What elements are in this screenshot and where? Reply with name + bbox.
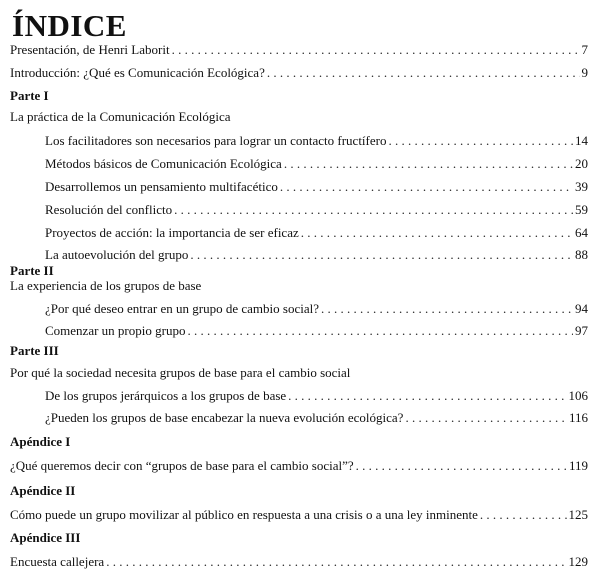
toc-entry-appendix-3[interactable] bbox=[10, 552, 588, 572]
toc-page-number: 116 bbox=[568, 410, 588, 425]
toc-entry[interactable] bbox=[45, 223, 588, 243]
toc-page-number: 129 bbox=[568, 554, 588, 569]
toc-entry-label: ¿Por qué deseo entrar en un grupo de cambio social? bbox=[45, 301, 319, 316]
toc-entry-label: La autoevolución del grupo bbox=[45, 247, 189, 262]
toc-page-number: 106 bbox=[568, 388, 588, 403]
toc-entry-label: ¿Pueden los grupos de base encabezar la nueva evolución ecológica? bbox=[45, 410, 404, 425]
toc-entry[interactable] bbox=[45, 177, 588, 197]
toc-entry[interactable] bbox=[45, 245, 588, 265]
toc-entry-introduccion[interactable] bbox=[10, 63, 588, 83]
part-heading-2: Parte II bbox=[10, 263, 54, 278]
toc-entry[interactable] bbox=[45, 200, 588, 220]
appendix-heading-1: Apéndice I bbox=[10, 434, 71, 449]
toc-entry-label: ¿Qué queremos decir con “grupos de base para el cambio social”? bbox=[10, 458, 354, 473]
toc-entry-label: Comenzar un propio grupo bbox=[45, 323, 186, 338]
toc-entry-label: Presentación, de Henri Laborit bbox=[10, 42, 170, 57]
dot-leader bbox=[187, 321, 573, 341]
toc-page-number: 119 bbox=[568, 458, 588, 473]
toc-entry[interactable] bbox=[45, 408, 588, 428]
dot-leader bbox=[405, 408, 567, 428]
toc-entry-appendix-2[interactable] bbox=[10, 505, 588, 525]
toc-page-number: 125 bbox=[568, 507, 588, 522]
dot-leader bbox=[288, 386, 566, 406]
dot-leader bbox=[172, 40, 580, 60]
toc-page-number: 88 bbox=[575, 247, 588, 262]
part-heading-1: Parte I bbox=[10, 88, 49, 103]
toc-entry-label: Resolución del conflicto bbox=[45, 202, 173, 217]
toc-entry-label: De los grupos jerárquicos a los grupos de base bbox=[45, 388, 287, 403]
dot-leader bbox=[301, 223, 573, 243]
toc-page-number: 94 bbox=[575, 301, 588, 316]
toc-entry-label: Cómo puede un grupo movilizar al público en respuesta a una crisis o a una ley inminente bbox=[10, 507, 478, 522]
toc-page-number: 14 bbox=[575, 133, 588, 148]
part-subtitle-3: Por qué la sociedad necesita grupos de base para el cambio social bbox=[10, 365, 351, 380]
dot-leader bbox=[321, 299, 573, 319]
part-subtitle-2: La experiencia de los grupos de base bbox=[10, 278, 202, 293]
toc-page-number: 9 bbox=[581, 65, 588, 80]
toc-entry-label: Introducción: ¿Qué es Comunicación Ecológica? bbox=[10, 65, 265, 80]
toc-entry-label: Encuesta callejera bbox=[10, 554, 105, 569]
dot-leader bbox=[106, 552, 566, 572]
appendix-heading-2: Apéndice II bbox=[10, 483, 76, 498]
toc-entry-appendix-1[interactable] bbox=[10, 456, 588, 476]
dot-leader bbox=[356, 456, 567, 476]
toc-entry-label: Desarrollemos un pensamiento multifacético bbox=[45, 179, 278, 194]
dot-leader bbox=[174, 200, 573, 220]
toc-entry[interactable] bbox=[45, 131, 588, 151]
appendix-heading-3: Apéndice III bbox=[10, 530, 81, 545]
part-heading-3: Parte III bbox=[10, 343, 59, 358]
toc-entry-label: Los facilitadores son necesarios para lograr un contacto fructífero bbox=[45, 133, 387, 148]
dot-leader bbox=[267, 63, 580, 83]
page-title: ÍNDICE bbox=[12, 8, 127, 43]
toc-page-number: 39 bbox=[575, 179, 588, 194]
toc-entry-presentacion[interactable] bbox=[10, 40, 588, 60]
dot-leader bbox=[284, 154, 573, 174]
toc-entry[interactable] bbox=[45, 154, 588, 174]
toc-page-number: 59 bbox=[575, 202, 588, 217]
toc-page-number: 20 bbox=[575, 156, 588, 171]
toc-entry-label: Proyectos de acción: la importancia de ser eficaz bbox=[45, 225, 299, 240]
dot-leader bbox=[280, 177, 573, 197]
dot-leader bbox=[388, 131, 573, 151]
toc-page-number: 64 bbox=[575, 225, 588, 240]
dot-leader bbox=[190, 245, 573, 265]
dot-leader bbox=[480, 505, 567, 525]
toc-entry[interactable] bbox=[45, 386, 588, 406]
toc-entry[interactable] bbox=[45, 321, 588, 341]
toc-entry-label: Métodos básicos de Comunicación Ecológica bbox=[45, 156, 282, 171]
toc-entry[interactable] bbox=[45, 299, 588, 319]
toc-page-number: 97 bbox=[575, 323, 588, 338]
part-subtitle-1: La práctica de la Comunicación Ecológica bbox=[10, 109, 231, 124]
toc-page-number: 7 bbox=[581, 42, 588, 57]
